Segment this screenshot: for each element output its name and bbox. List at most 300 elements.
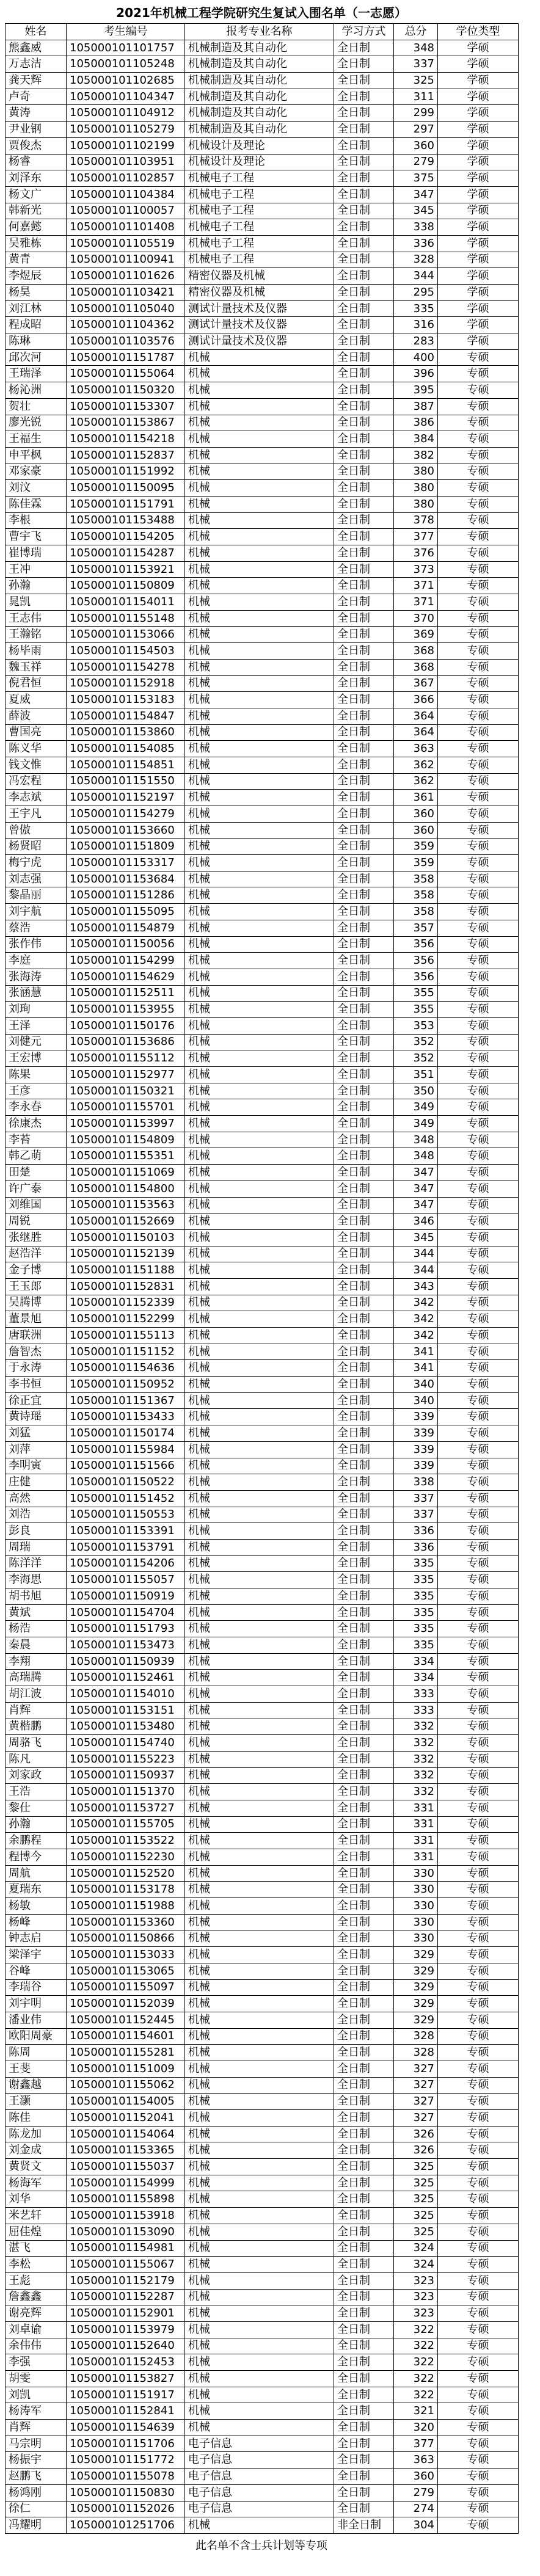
cell-total-score: 331 xyxy=(394,1849,438,1866)
cell-total-score: 344 xyxy=(394,1262,438,1279)
cell-name: 钱文惟 xyxy=(5,757,67,773)
cell-name: 李苔 xyxy=(5,1132,67,1148)
cell-degree-type: 专硕 xyxy=(438,1197,519,1213)
cell-study-mode: 全日制 xyxy=(334,2126,394,2142)
cell-degree-type: 专硕 xyxy=(438,2517,519,2534)
cell-study-mode: 全日制 xyxy=(334,1735,394,1752)
cell-name: 黄诗瑶 xyxy=(5,1409,67,1425)
cell-major: 机械 xyxy=(185,1833,334,1849)
table-row xyxy=(5,708,519,724)
cell-study-mode: 全日制 xyxy=(334,2240,394,2257)
cell-total-score: 386 xyxy=(394,415,438,431)
cell-major: 机械 xyxy=(185,1507,334,1523)
cell-degree-type: 学硕 xyxy=(438,122,519,138)
cell-degree-type: 专硕 xyxy=(438,1816,519,1833)
cell-total-score: 347 xyxy=(394,1165,438,1181)
cell-total-score: 336 xyxy=(394,1539,438,1555)
table-row xyxy=(5,2420,519,2436)
cell-degree-type: 学硕 xyxy=(438,137,519,154)
cell-major: 机械 xyxy=(185,594,334,611)
cell-total-score: 326 xyxy=(394,2142,438,2159)
cell-total-score: 342 xyxy=(394,1328,438,1344)
cell-major: 机械制造及其自动化 xyxy=(185,40,334,56)
cell-exam-id: 105000101154999 xyxy=(67,2175,185,2191)
cell-degree-type: 专硕 xyxy=(438,1833,519,1849)
cell-name: 唐联洲 xyxy=(5,1328,67,1344)
table-row xyxy=(5,1865,519,1882)
cell-exam-id: 105000101154218 xyxy=(67,431,185,448)
cell-major: 机械 xyxy=(185,561,334,578)
cell-study-mode: 全日制 xyxy=(334,300,394,317)
cell-exam-id: 105000101150176 xyxy=(67,1017,185,1034)
cell-total-score: 297 xyxy=(394,122,438,138)
cell-degree-type: 专硕 xyxy=(438,2159,519,2175)
cell-exam-id: 105000101155057 xyxy=(67,1572,185,1588)
cell-total-score: 358 xyxy=(394,904,438,920)
cell-name: 李海思 xyxy=(5,1572,67,1588)
cell-study-mode: 全日制 xyxy=(334,2501,394,2517)
cell-name: 余鹏程 xyxy=(5,1833,67,1849)
cell-name: 程成昭 xyxy=(5,317,67,333)
table-row xyxy=(5,137,519,154)
cell-study-mode: 全日制 xyxy=(334,2077,394,2094)
cell-exam-id: 105000101150522 xyxy=(67,1474,185,1491)
cell-name: 张继胜 xyxy=(5,1229,67,1246)
cell-major: 机械 xyxy=(185,1849,334,1866)
cell-exam-id: 105000101153997 xyxy=(67,1116,185,1132)
cell-major: 机械 xyxy=(185,2420,334,2436)
table-row xyxy=(5,1425,519,1442)
cell-study-mode: 全日制 xyxy=(334,252,394,268)
cell-degree-type: 专硕 xyxy=(438,1719,519,1735)
cell-name: 王浩 xyxy=(5,1784,67,1800)
cell-major: 机械 xyxy=(185,1034,334,1050)
cell-major: 机械 xyxy=(185,708,334,724)
cell-exam-id: 105000101154011 xyxy=(67,594,185,611)
cell-major: 机械 xyxy=(185,1947,334,1963)
cell-exam-id: 105000101154206 xyxy=(67,1555,185,1572)
cell-exam-id: 105000101155281 xyxy=(67,2045,185,2061)
cell-name: 王彪 xyxy=(5,2272,67,2289)
cell-degree-type: 专硕 xyxy=(438,2420,519,2436)
cell-exam-id: 105000101151791 xyxy=(67,496,185,512)
cell-total-score: 362 xyxy=(394,773,438,790)
cell-exam-id: 105000101153151 xyxy=(67,1702,185,1719)
column-header-major: 报考专业名称 xyxy=(185,24,334,40)
cell-total-score: 347 xyxy=(394,1197,438,1213)
table-row xyxy=(5,2517,519,2534)
cell-name: 魏玉祥 xyxy=(5,659,67,675)
table-row xyxy=(5,2321,519,2338)
cell-total-score: 323 xyxy=(394,2305,438,2322)
cell-study-mode: 全日制 xyxy=(334,398,394,415)
cell-study-mode: 全日制 xyxy=(334,1653,394,1670)
cell-exam-id: 105000101154851 xyxy=(67,757,185,773)
table-row xyxy=(5,2094,519,2110)
cell-exam-id: 105000101105248 xyxy=(67,56,185,73)
cell-exam-id: 105000101151188 xyxy=(67,1262,185,1279)
cell-name: 王斐 xyxy=(5,2061,67,2077)
cell-study-mode: 全日制 xyxy=(334,806,394,823)
cell-name: 廖光锐 xyxy=(5,415,67,431)
cell-degree-type: 专硕 xyxy=(438,1165,519,1181)
cell-name: 曹宇飞 xyxy=(5,529,67,545)
cell-total-score: 330 xyxy=(394,1882,438,1898)
cell-total-score: 339 xyxy=(394,1458,438,1474)
cell-major: 机械电子工程 xyxy=(185,235,334,252)
cell-degree-type: 专硕 xyxy=(438,1686,519,1703)
table-row xyxy=(5,887,519,904)
cell-study-mode: 全日制 xyxy=(334,1148,394,1165)
cell-degree-type: 专硕 xyxy=(438,2061,519,2077)
table-row xyxy=(5,1555,519,1572)
cell-study-mode: 全日制 xyxy=(334,692,394,708)
table-row xyxy=(5,2142,519,2159)
cell-study-mode: 全日制 xyxy=(334,1719,394,1735)
cell-study-mode: 全日制 xyxy=(334,790,394,806)
cell-exam-id: 105000101153033 xyxy=(67,1947,185,1963)
cell-exam-id: 105000101155148 xyxy=(67,610,185,627)
cell-degree-type: 专硕 xyxy=(438,545,519,562)
cell-major: 机械 xyxy=(185,1425,334,1442)
table-row xyxy=(5,1653,519,1670)
cell-degree-type: 专硕 xyxy=(438,382,519,399)
cell-total-score: 322 xyxy=(394,2371,438,2387)
table-row xyxy=(5,806,519,823)
cell-exam-id: 105000101153090 xyxy=(67,2224,185,2240)
cell-study-mode: 全日制 xyxy=(334,953,394,969)
cell-exam-id: 105000101152837 xyxy=(67,447,185,464)
table-row xyxy=(5,333,519,350)
cell-major: 机械 xyxy=(185,692,334,708)
cell-study-mode: 全日制 xyxy=(334,464,394,480)
cell-exam-id: 105000101150103 xyxy=(67,1229,185,1246)
cell-study-mode: 全日制 xyxy=(334,1425,394,1442)
cell-exam-id: 105000101102685 xyxy=(67,73,185,89)
cell-total-score: 348 xyxy=(394,1148,438,1165)
cell-exam-id: 105000101151787 xyxy=(67,349,185,366)
cell-exam-id: 105000101152230 xyxy=(67,1849,185,1866)
cell-major: 机械 xyxy=(185,627,334,643)
cell-name: 谷峰 xyxy=(5,1963,67,1979)
cell-exam-id: 105000101153955 xyxy=(67,1002,185,1018)
cell-major: 机械 xyxy=(185,2126,334,2142)
cell-major: 机械 xyxy=(185,2289,334,2305)
cell-exam-id: 105000101152041 xyxy=(67,2110,185,2127)
cell-major: 机械 xyxy=(185,1067,334,1083)
cell-degree-type: 专硕 xyxy=(438,1588,519,1605)
cell-major: 机械 xyxy=(185,1148,334,1165)
cell-study-mode: 全日制 xyxy=(334,1816,394,1833)
cell-study-mode: 全日制 xyxy=(334,610,394,627)
cell-name: 赵鹏飞 xyxy=(5,2469,67,2485)
cell-degree-type: 专硕 xyxy=(438,741,519,757)
cell-study-mode: 全日制 xyxy=(334,1295,394,1311)
cell-name: 刘华 xyxy=(5,2191,67,2208)
cell-exam-id: 105000101152026 xyxy=(67,2501,185,2517)
cell-degree-type: 专硕 xyxy=(438,2224,519,2240)
cell-major: 机械制造及其自动化 xyxy=(185,56,334,73)
cell-study-mode: 全日制 xyxy=(334,1116,394,1132)
cell-name: 夏瑞东 xyxy=(5,1882,67,1898)
cell-name: 晁凯 xyxy=(5,594,67,611)
table-row xyxy=(5,1034,519,1050)
cell-total-score: 356 xyxy=(394,953,438,969)
cell-exam-id: 105000101153365 xyxy=(67,2142,185,2159)
cell-exam-id: 105000101153918 xyxy=(67,2208,185,2224)
cell-major: 机械 xyxy=(185,1702,334,1719)
cell-total-score: 304 xyxy=(394,2517,438,2534)
cell-total-score: 376 xyxy=(394,545,438,562)
cell-degree-type: 专硕 xyxy=(438,1409,519,1425)
cell-total-score: 325 xyxy=(394,2224,438,2240)
cell-degree-type: 专硕 xyxy=(438,1229,519,1246)
cell-name: 刘家政 xyxy=(5,1767,67,1784)
cell-major: 电子信息 xyxy=(185,2484,334,2501)
cell-name: 李根 xyxy=(5,512,67,529)
cell-major: 机械 xyxy=(185,1882,334,1898)
cell-exam-id: 105000101154879 xyxy=(67,920,185,936)
table-row xyxy=(5,1181,519,1197)
cell-total-score: 331 xyxy=(394,1816,438,1833)
cell-major: 机械 xyxy=(185,806,334,823)
cell-exam-id: 105000101154704 xyxy=(67,1604,185,1621)
table-row xyxy=(5,1898,519,1915)
cell-major: 电子信息 xyxy=(185,2436,334,2452)
table-row xyxy=(5,1490,519,1507)
cell-exam-id: 105000101153473 xyxy=(67,1637,185,1654)
table-row xyxy=(5,122,519,138)
cell-major: 机械制造及其自动化 xyxy=(185,105,334,122)
cell-name: 李瑞谷 xyxy=(5,1979,67,1996)
cell-exam-id: 105000101153660 xyxy=(67,822,185,839)
table-row xyxy=(5,724,519,741)
cell-study-mode: 全日制 xyxy=(334,73,394,89)
cell-name: 王瑞泽 xyxy=(5,366,67,382)
table-row xyxy=(5,1963,519,1979)
cell-degree-type: 学硕 xyxy=(438,317,519,333)
cell-study-mode: 全日制 xyxy=(334,1360,394,1377)
cell-study-mode: 全日制 xyxy=(334,1979,394,1996)
cell-total-score: 371 xyxy=(394,594,438,611)
cell-degree-type: 专硕 xyxy=(438,969,519,985)
cell-study-mode: 全日制 xyxy=(334,1963,394,1979)
cell-total-score: 364 xyxy=(394,724,438,741)
cell-degree-type: 专硕 xyxy=(438,855,519,871)
cell-major: 机械 xyxy=(185,2045,334,2061)
cell-name: 刘志强 xyxy=(5,871,67,887)
table-row xyxy=(5,1849,519,1866)
cell-study-mode: 全日制 xyxy=(334,1458,394,1474)
cell-name: 李永春 xyxy=(5,1099,67,1116)
cell-exam-id: 105000101155064 xyxy=(67,366,185,382)
cell-study-mode: 全日制 xyxy=(334,2403,394,2420)
cell-total-score: 331 xyxy=(394,1800,438,1816)
cell-degree-type: 专硕 xyxy=(438,1246,519,1262)
cell-exam-id: 105000101152339 xyxy=(67,1295,185,1311)
cell-exam-id: 105000101154005 xyxy=(67,2094,185,2110)
cell-exam-id: 105000101150937 xyxy=(67,1767,185,1784)
cell-major: 机械 xyxy=(185,920,334,936)
cell-total-score: 360 xyxy=(394,137,438,154)
cell-degree-type: 专硕 xyxy=(438,2142,519,2159)
cell-total-score: 348 xyxy=(394,1132,438,1148)
table-row xyxy=(5,1474,519,1491)
cell-name: 王玉郎 xyxy=(5,1278,67,1295)
cell-name: 李煜辰 xyxy=(5,268,67,285)
cell-degree-type: 专硕 xyxy=(438,806,519,823)
cell-name: 崔博瑞 xyxy=(5,545,67,562)
cell-exam-id: 105000101150952 xyxy=(67,1377,185,1393)
cell-total-score: 367 xyxy=(394,675,438,692)
cell-total-score: 384 xyxy=(394,431,438,448)
cell-total-score: 363 xyxy=(394,2452,438,2469)
column-header-degree-type: 学位类型 xyxy=(438,24,519,40)
table-row xyxy=(5,1930,519,1947)
cell-study-mode: 全日制 xyxy=(334,1849,394,1866)
cell-name: 周锐 xyxy=(5,1213,67,1230)
cell-major: 机械 xyxy=(185,1670,334,1686)
cell-degree-type: 专硕 xyxy=(438,2484,519,2501)
cell-name: 周骆飞 xyxy=(5,1735,67,1752)
cell-study-mode: 全日制 xyxy=(334,122,394,138)
cell-degree-type: 专硕 xyxy=(438,1099,519,1116)
cell-major: 机械 xyxy=(185,1784,334,1800)
cell-major: 机械 xyxy=(185,1165,334,1181)
cell-exam-id: 105000101151988 xyxy=(67,1898,185,1915)
cell-degree-type: 专硕 xyxy=(438,1213,519,1230)
cell-exam-id: 105000101153686 xyxy=(67,1034,185,1050)
cell-degree-type: 专硕 xyxy=(438,1930,519,1947)
cell-total-score: 279 xyxy=(394,154,438,170)
cell-total-score: 337 xyxy=(394,56,438,73)
table-row xyxy=(5,692,519,708)
cell-total-score: 348 xyxy=(394,40,438,56)
cell-exam-id: 105000101151367 xyxy=(67,1392,185,1409)
cell-degree-type: 学硕 xyxy=(438,56,519,73)
cell-major: 机械 xyxy=(185,871,334,887)
cell-study-mode: 全日制 xyxy=(334,1621,394,1637)
cell-exam-id: 105000101155984 xyxy=(67,1441,185,1458)
cell-exam-id: 105000101155097 xyxy=(67,1979,185,1996)
cell-degree-type: 专硕 xyxy=(438,2175,519,2191)
cell-name: 刘健元 xyxy=(5,1034,67,1050)
cell-name: 徐仁 xyxy=(5,2501,67,2517)
cell-major: 电子信息 xyxy=(185,2501,334,2517)
cell-name: 王泽 xyxy=(5,1017,67,1034)
cell-exam-id: 105000101102857 xyxy=(67,170,185,187)
table-row xyxy=(5,871,519,887)
cell-exam-id: 105000101155067 xyxy=(67,2257,185,2273)
cell-exam-id: 105000101153065 xyxy=(67,1963,185,1979)
cell-total-score: 339 xyxy=(394,1441,438,1458)
cell-name: 何嘉懿 xyxy=(5,219,67,236)
table-row xyxy=(5,1816,519,1833)
cell-major: 电子信息 xyxy=(185,2469,334,2485)
cell-degree-type: 专硕 xyxy=(438,1392,519,1409)
cell-total-score: 329 xyxy=(394,1963,438,1979)
cell-degree-type: 专硕 xyxy=(438,2403,519,2420)
cell-degree-type: 专硕 xyxy=(438,1050,519,1067)
cell-total-score: 332 xyxy=(394,1719,438,1735)
cell-exam-id: 105000101153921 xyxy=(67,561,185,578)
cell-name: 杨峰 xyxy=(5,1914,67,1930)
cell-degree-type: 专硕 xyxy=(438,2208,519,2224)
cell-name: 韩乙萌 xyxy=(5,1148,67,1165)
cell-degree-type: 专硕 xyxy=(438,1148,519,1165)
cell-major: 机械制造及其自动化 xyxy=(185,73,334,89)
cell-exam-id: 105000101151706 xyxy=(67,2436,185,2452)
cell-study-mode: 全日制 xyxy=(334,1523,394,1540)
table-row xyxy=(5,1751,519,1767)
table-row xyxy=(5,186,519,203)
cell-name: 薛波 xyxy=(5,708,67,724)
cell-degree-type: 专硕 xyxy=(438,2321,519,2338)
cell-name: 李明寅 xyxy=(5,1458,67,1474)
cell-degree-type: 专硕 xyxy=(438,1311,519,1328)
table-row xyxy=(5,1441,519,1458)
cell-degree-type: 专硕 xyxy=(438,2240,519,2257)
cell-degree-type: 专硕 xyxy=(438,1377,519,1393)
table-row xyxy=(5,839,519,855)
cell-study-mode: 全日制 xyxy=(334,2452,394,2469)
cell-exam-id: 105000101154639 xyxy=(67,2420,185,2436)
cell-total-score: 369 xyxy=(394,627,438,643)
cell-name: 王宇凡 xyxy=(5,806,67,823)
cell-degree-type: 学硕 xyxy=(438,219,519,236)
cell-degree-type: 专硕 xyxy=(438,2094,519,2110)
cell-degree-type: 专硕 xyxy=(438,2469,519,2485)
cell-degree-type: 专硕 xyxy=(438,1344,519,1360)
table-row xyxy=(5,480,519,497)
cell-study-mode: 全日制 xyxy=(334,529,394,545)
cell-total-score: 333 xyxy=(394,1686,438,1703)
cell-name: 周航 xyxy=(5,1865,67,1882)
cell-total-score: 334 xyxy=(394,1670,438,1686)
cell-degree-type: 专硕 xyxy=(438,790,519,806)
cell-total-score: 325 xyxy=(394,2175,438,2191)
cell-study-mode: 全日制 xyxy=(334,447,394,464)
table-row xyxy=(5,1800,519,1816)
cell-total-score: 362 xyxy=(394,757,438,773)
table-row xyxy=(5,2224,519,2240)
table-row xyxy=(5,2257,519,2273)
cell-name: 杨海军 xyxy=(5,2175,67,2191)
cell-major: 机械 xyxy=(185,545,334,562)
cell-name: 谢鑫越 xyxy=(5,2077,67,2094)
cell-total-score: 335 xyxy=(394,300,438,317)
cell-degree-type: 专硕 xyxy=(438,1034,519,1050)
table-row xyxy=(5,2159,519,2175)
cell-name: 徐康杰 xyxy=(5,1116,67,1132)
cell-degree-type: 专硕 xyxy=(438,480,519,497)
cell-study-mode: 全日制 xyxy=(334,1197,394,1213)
table-row xyxy=(5,235,519,252)
table-row xyxy=(5,2061,519,2077)
cell-degree-type: 专硕 xyxy=(438,2338,519,2354)
cell-exam-id: 105000101153563 xyxy=(67,1197,185,1213)
table-row xyxy=(5,2484,519,2501)
cell-total-score: 340 xyxy=(394,1377,438,1393)
cell-exam-id: 105000101150320 xyxy=(67,382,185,399)
table-row xyxy=(5,2208,519,2224)
table-row xyxy=(5,2305,519,2322)
cell-name: 陈琳 xyxy=(5,333,67,350)
cell-name: 胡雯 xyxy=(5,2371,67,2387)
cell-total-score: 330 xyxy=(394,1914,438,1930)
column-header-study-mode: 学习方式 xyxy=(334,24,394,40)
cell-name: 孙瀚 xyxy=(5,578,67,594)
